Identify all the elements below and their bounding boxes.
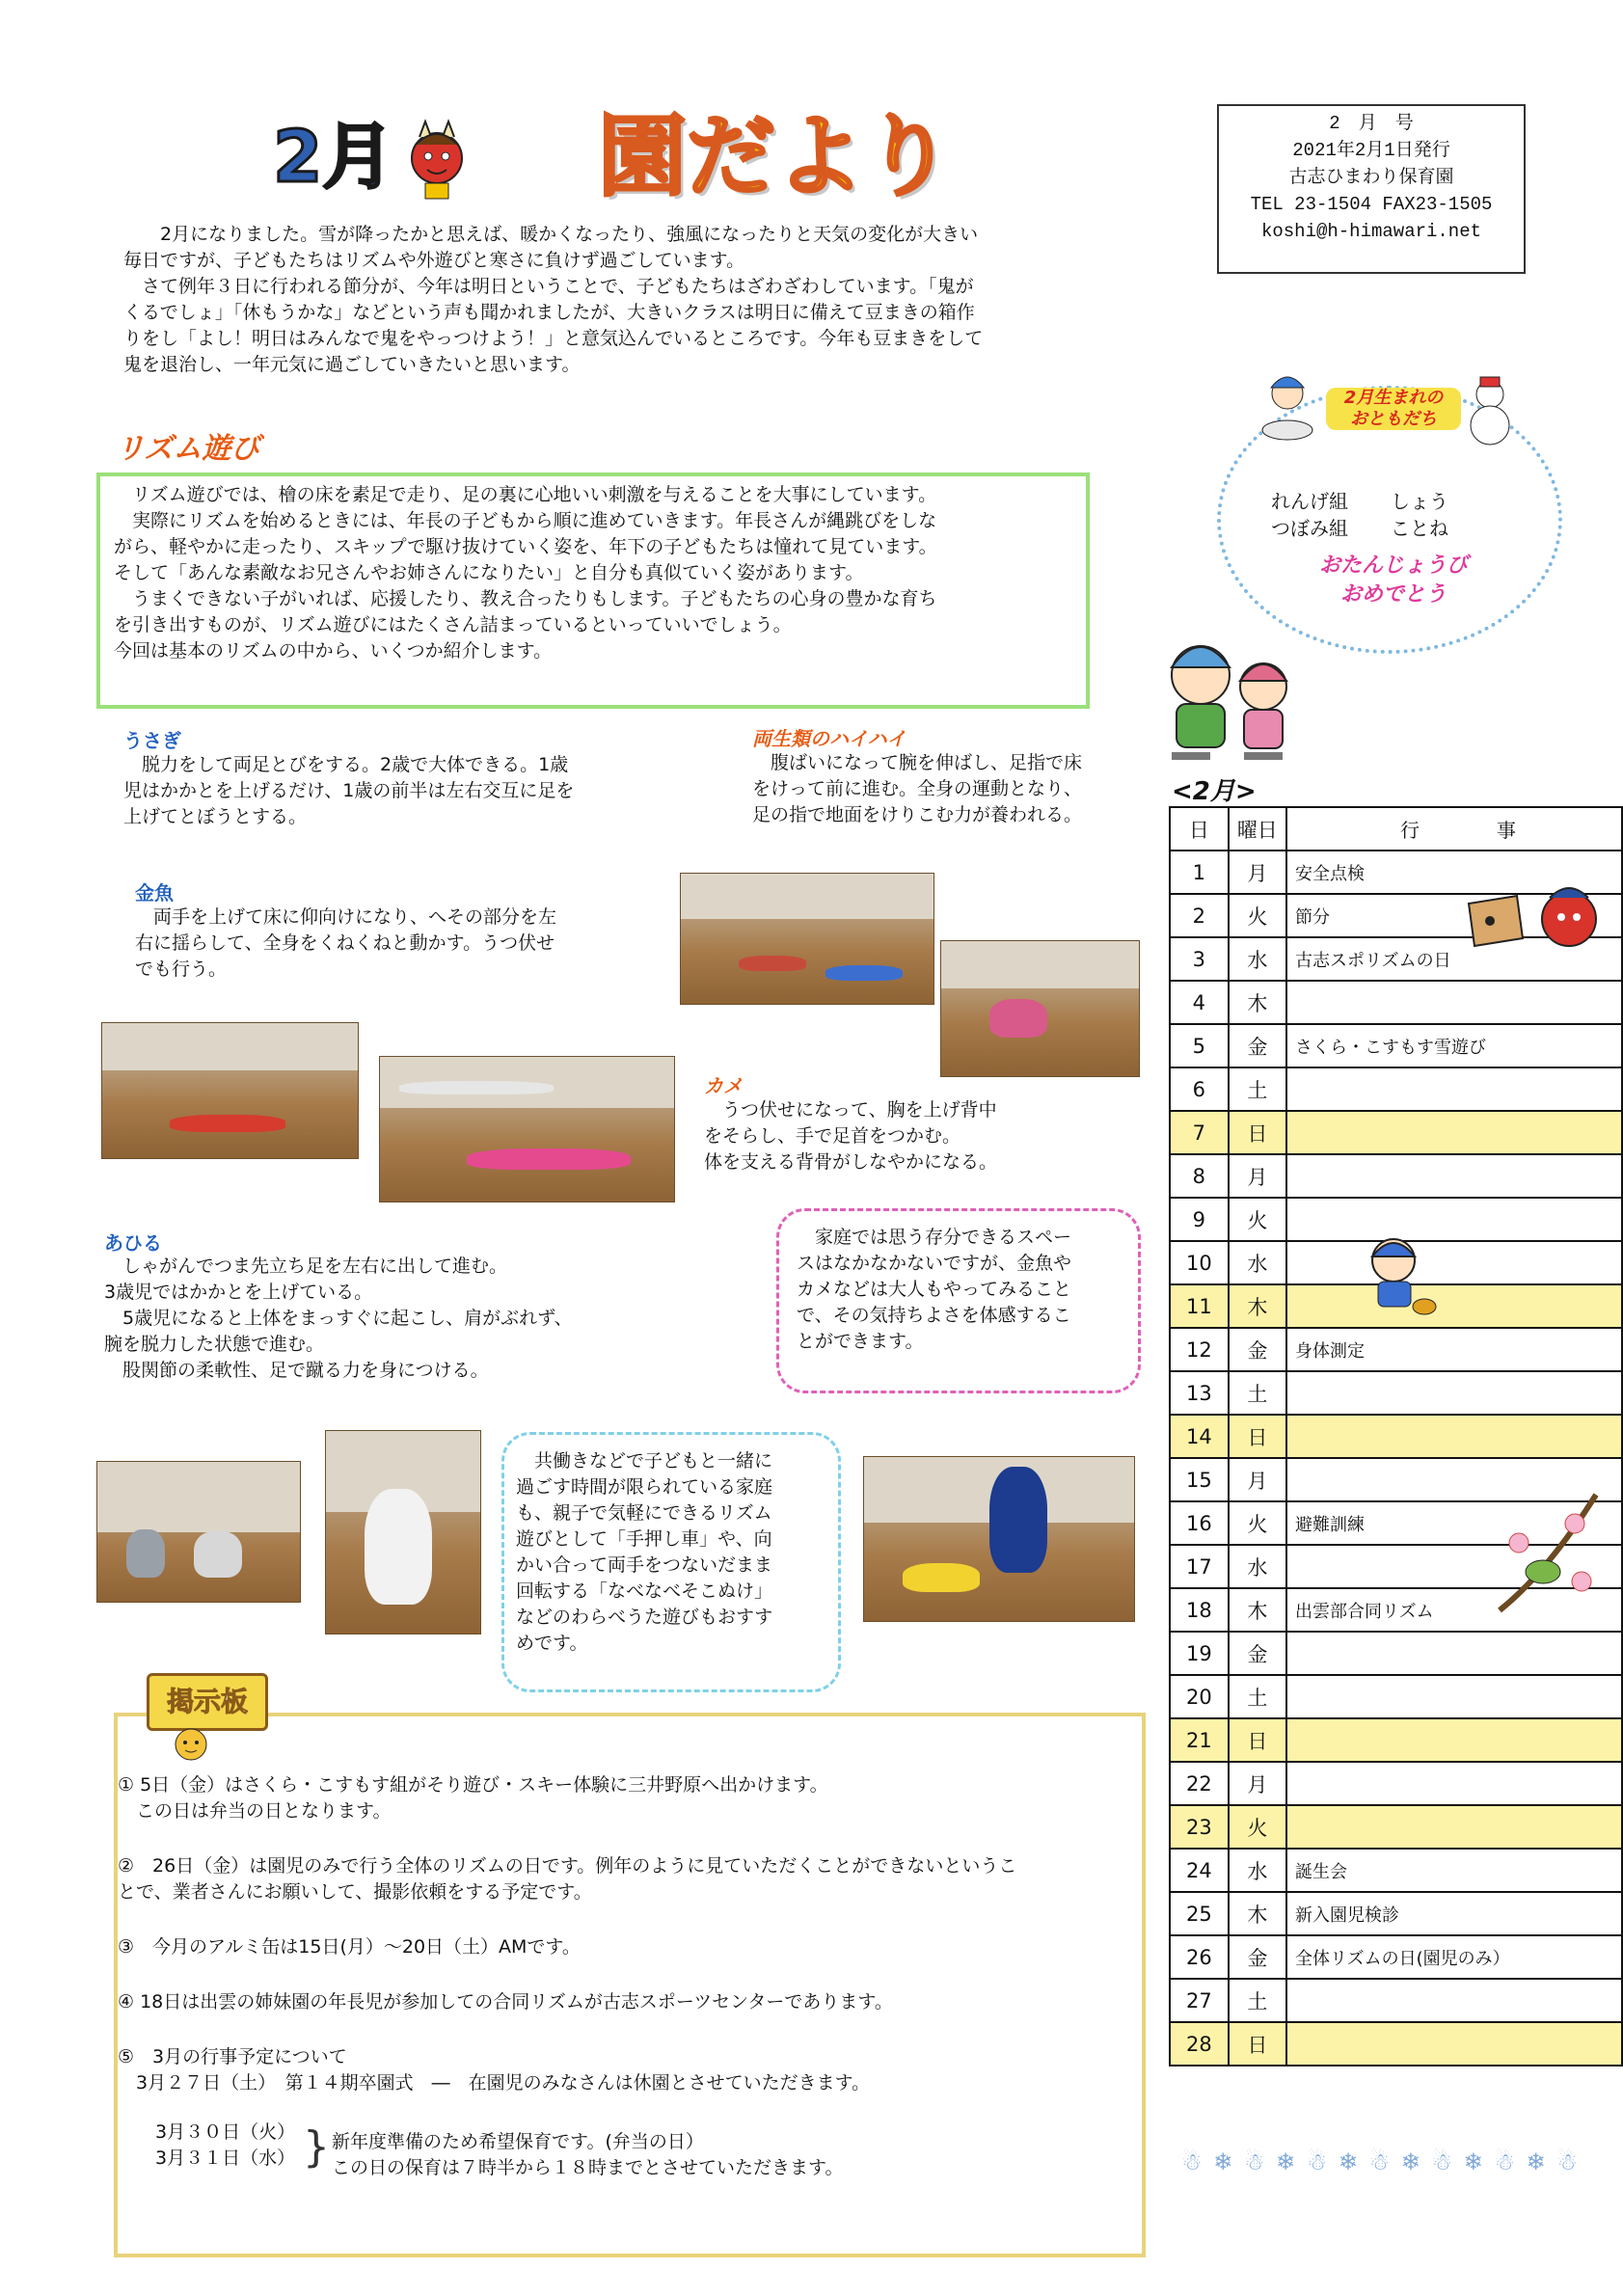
usagi-line: 上げてとぼうとする。 (123, 806, 308, 827)
rhythm-intro-line: 今回は基本のリズムの中から、いくつか紹介します。 (114, 640, 553, 662)
kame-text (704, 1097, 1148, 1175)
calendar-event (1286, 1284, 1622, 1328)
notice-item: 3月３１日（水） (137, 2147, 296, 2169)
home-tip-line: で、その気持ちよさを体感するこ (797, 1305, 1071, 1326)
calendar-event: 身体測定 (1286, 1328, 1622, 1371)
calendar-weekday: 月 (1229, 851, 1286, 894)
calendar-day: 9 (1170, 1198, 1229, 1241)
home-tip-line: スはなかなかないですが、金魚や (797, 1253, 1072, 1274)
working-family-line: めです。 (516, 1633, 588, 1654)
spinning-top-kid-icon (1355, 1229, 1442, 1326)
snowman-border-decoration: ☃ ❄ ☃ ❄ ☃ ❄ ☃ ❄ ☃ ❄ ☃ ❄ ☃ (1181, 2148, 1580, 2175)
calendar-heading: <2月> (1172, 777, 1257, 806)
photo-wheelbarrow (863, 1456, 1135, 1622)
page-title-text: 園だより (598, 105, 954, 208)
rhythm-intro-line: うまくできない子がいれば、応援したり、教え合ったりもします。子どもたちの心身の豊かな育ち (114, 588, 937, 609)
calendar-weekday: 金 (1229, 1935, 1286, 1979)
calendar-day: 20 (1170, 1675, 1229, 1718)
calendar-day: 22 (1170, 1762, 1229, 1805)
rhythm-intro-line: がら、軽やかに走ったり、スキップで駆け抜けていく姿を、年下の子どもたちは憧れて見ています。 (114, 536, 937, 557)
calendar-weekday: 木 (1229, 1892, 1286, 1935)
hai-line: をけって前に進む。全身の運動となり、 (752, 778, 1083, 799)
calendar-weekday: 金 (1229, 1328, 1286, 1371)
calendar-event: 古志スポリズムの日 (1286, 937, 1622, 981)
calendar-day: 21 (1170, 1718, 1229, 1762)
calendar-weekday: 木 (1229, 1284, 1286, 1328)
kingyo-line: 右に揺らして、全身をくねくねと動かす。うつ伏せ (135, 932, 555, 954)
working-family-line: 遊びとして「手押し車」や、向 (516, 1528, 772, 1550)
birthday-title-line: 2月生まれの (1343, 388, 1444, 408)
org-phone: TEL 23-1504 FAX23-1505 (1250, 194, 1493, 215)
hai-line: 足の指で地面をけりこむ力が養われる。 (752, 804, 1083, 825)
calendar-event: 避難訓練 (1286, 1501, 1622, 1545)
working-family-line: 回転する「なべなべそこぬけ」 (516, 1580, 773, 1602)
notice-item: 3月３０日（火） (137, 2121, 296, 2143)
calendar-event (1286, 1198, 1622, 1241)
calendar-day: 28 (1170, 2022, 1229, 2066)
birthday-class: つぼみ組 (1271, 517, 1348, 540)
calendar-day: 17 (1170, 1545, 1229, 1588)
calendar-weekday: 金 (1229, 1024, 1286, 1067)
intro-line: 2月になりました。雪が降ったかと思えば、暖かくなったり、強風になったりと天気の変化が大きい (123, 224, 979, 245)
working-family-line: 共働きなどで子どもと一緒に (516, 1450, 773, 1472)
snowman-icon (1461, 371, 1519, 448)
notice-content: ① 5日（金）はさくら・こすもす組がそり遊び・スキー体験に三井野原へ出かけます。 この日は弁当の日となります。 ② 26日（金）は園児のみで行う全体のリズムの日です。例年のように見ていただくことができないというこ とで、業者さんにお願いして、撮影依頼をする予定です。 ③ 今月のアルミ缶は15日(月）～20日（土）AMです。 ④ 18日は出雲の姉妹園の年長児が参加しての合同リズムが古志スポーツセンターであります。 ⑤ 3月の行事予定について 3月２７日（土） 第１４期卒園式 ― 在園児のみなさんは休園とさせていただきます。 3月３０日（火） 3月３１日（水） } 新年度準備のため希望保育です。(弁当の日） この日の保育は７時半から１８時までとさせていただきます。 (118, 1772, 1130, 2177)
calendar-event: 全体リズムの日(園児のみ） (1286, 1935, 1622, 1979)
hai-title: 両生類のハイハイ (752, 727, 906, 750)
calendar-weekday: 土 (1229, 1371, 1286, 1415)
calendar-day: 11 (1170, 1284, 1229, 1328)
calendar-weekday: 月 (1229, 1762, 1286, 1805)
calendar-weekday: 土 (1229, 1067, 1286, 1111)
org-name: 古志ひまわり保育園 (1288, 167, 1454, 188)
notice-item: とで、業者さんにお願いして、撮影依頼をする予定です。 (118, 1881, 592, 1903)
calendar-weekday: 水 (1229, 937, 1286, 981)
kingyo-title: 金魚 (135, 881, 174, 905)
working-family-line: かい合って両手をつないだまま (516, 1554, 773, 1576)
col-weekday-header: 曜日 (1229, 807, 1286, 851)
rhythm-intro-line: リズム遊びでは、檜の床を素足で走り、足の裏に心地いい刺激を与えることを大事にしています。 (114, 484, 937, 505)
month-logo-text: 2月 (273, 116, 394, 199)
calendar-row (1170, 1805, 1622, 1849)
page-title (598, 104, 955, 210)
birthday-wish-line: おたんじょうび (1318, 554, 1468, 578)
calendar-header-row (1170, 807, 1622, 851)
notice-item: この日の保育は７時半から１８時までとさせていただきます。 (332, 2157, 844, 2178)
home-tip-line: 家庭では思う存分できるスペー (797, 1227, 1072, 1248)
org-email: koshi@h-himawari.net (1260, 221, 1482, 242)
notice-item: ⑤ 3月の行事予定について (118, 2046, 347, 2067)
mascot-icon (164, 1721, 218, 1771)
calendar-event (1286, 1632, 1622, 1675)
rhythm-intro-box (96, 473, 1090, 709)
calendar-day: 13 (1170, 1371, 1229, 1415)
ahiru-title: あひる (104, 1231, 162, 1255)
calendar-weekday: 月 (1229, 1458, 1286, 1501)
calendar-weekday: 火 (1229, 1805, 1286, 1849)
calendar-event: 出雲部合同リズム (1286, 1588, 1622, 1632)
calendar-day: 27 (1170, 1979, 1229, 2022)
rhythm-heading: リズム遊び (116, 432, 260, 466)
event-calendar (1169, 806, 1623, 2066)
calendar-row (1170, 1979, 1622, 2022)
photo-kingyo-1 (680, 873, 934, 1005)
issue-info-box (1217, 104, 1526, 274)
calendar-weekday: 月 (1229, 1154, 1286, 1198)
calendar-row (1170, 1154, 1622, 1198)
calendar-weekday: 土 (1229, 1979, 1286, 2022)
ahiru-text (104, 1254, 683, 1384)
calendar-event (1286, 1805, 1622, 1849)
calendar-day: 16 (1170, 1501, 1229, 1545)
calendar-event: 新入園児検診 (1286, 1892, 1622, 1935)
home-tip-line: とができます。 (797, 1331, 924, 1352)
notice-item: 3月２７日（土） 第１４期卒園式 ― 在園児のみなさんは休園とさせていただきます。 (118, 2072, 871, 2093)
calendar-event (1286, 1718, 1622, 1762)
calendar-event (1286, 1154, 1622, 1198)
ahiru-line: 3歳児ではかかとを上げている。 (104, 1282, 373, 1303)
ahiru-line: 腕を脱力した状態で進む。 (104, 1334, 325, 1355)
plum-branch-bird-icon (1490, 1485, 1606, 1620)
calendar-row (1170, 1675, 1622, 1718)
usagi-line: 児はかかとを上げるだけ、1歳の前半は左右交互に足を (123, 780, 575, 801)
calendar-weekday: 日 (1229, 1415, 1286, 1458)
calendar-event (1286, 1111, 1622, 1154)
photo-ahiru-1 (96, 1461, 301, 1603)
calendar-row (1170, 1111, 1622, 1154)
usagi-title: うさぎ (123, 729, 181, 752)
photo-usagi-1 (101, 1022, 359, 1159)
ahiru-line: 股関節の柔軟性、足で蹴る力を身につける。 (104, 1360, 489, 1381)
calendar-row (1170, 1632, 1622, 1675)
ahiru-line: 5歳児になると上体をまっすぐに起こし、肩がぶれず、 (104, 1308, 573, 1329)
calendar-day: 6 (1170, 1067, 1229, 1111)
calendar-event (1286, 1762, 1622, 1805)
calendar-day: 26 (1170, 1935, 1229, 1979)
calendar-day: 25 (1170, 1892, 1229, 1935)
calendar-row (1170, 1371, 1622, 1415)
hai-line: 腹ばいになって腕を伸ばし、足指で床 (752, 752, 1083, 773)
calendar-row (1170, 1892, 1622, 1935)
working-family-line: も、親子で気軽にできるリズム (516, 1502, 772, 1524)
notice-item: ① 5日（金）はさくら・こすもす組がそり遊び・スキー体験に三井野原へ出かけます。 (118, 1774, 828, 1796)
calendar-weekday: 土 (1229, 1675, 1286, 1718)
notice-board-label-text: 掲示板 (166, 1686, 248, 1717)
calendar-event: 安全点検 (1286, 851, 1622, 894)
calendar-event (1286, 1371, 1622, 1415)
month-logo (273, 114, 398, 201)
calendar-weekday: 日 (1229, 1718, 1286, 1762)
kame-title: カメ (704, 1074, 743, 1097)
snow-kid-icon (1254, 366, 1321, 444)
calendar-day: 14 (1170, 1415, 1229, 1458)
issue-number: 2 月 号 (1329, 113, 1414, 134)
calendar-day: 12 (1170, 1328, 1229, 1371)
calendar-day: 1 (1170, 851, 1229, 894)
calendar-row (1170, 1762, 1622, 1805)
calendar-weekday: 日 (1229, 2022, 1286, 2066)
calendar-row (1170, 1718, 1622, 1762)
notice-item: この日は弁当の日となります。 (118, 1800, 392, 1822)
birthday-wish-line: おめでとう (1339, 582, 1447, 607)
intro-line: くるでしょ」「休もうかな」などという声も聞かれましたが、大きいクラスは明日に備えて豆まきの箱作 (123, 302, 975, 323)
calendar-row (1170, 1415, 1622, 1458)
calendar-weekday: 日 (1229, 1111, 1286, 1154)
calendar-event (1286, 1979, 1622, 2022)
calendar-weekday: 木 (1229, 981, 1286, 1024)
calendar-day: 24 (1170, 1849, 1229, 1892)
notice-item: ④ 18日は出雲の姉妹園の年長児が参加しての合同リズムが古志スポーツセンターであります。 (118, 1991, 893, 2012)
photo-kingyo-2 (940, 940, 1140, 1077)
intro-line: りをし「よし！明日はみんなで鬼をやっつけよう！」と意気込んでいるところです。今年も豆まきをして (123, 328, 984, 349)
birthday-title (1326, 388, 1461, 430)
calendar-day: 5 (1170, 1024, 1229, 1067)
bean-box-icon (1461, 882, 1606, 955)
kame-line: うつ伏せになって、胸を上げ背中 (704, 1099, 997, 1121)
birthday-title-line: おともだち (1350, 409, 1437, 429)
intro-line: 鬼を退治し、一年元気に過ごしていきたいと思います。 (123, 354, 581, 375)
ahiru-line: しゃがんでつま先立ち足を左右に出して進む。 (104, 1256, 508, 1277)
rhythm-intro-line: を引き出すものが、リズム遊びにはたくさん詰まっているといっていいでしょう。 (114, 614, 792, 635)
calendar-day: 4 (1170, 981, 1229, 1024)
oni-demon-icon (398, 118, 475, 204)
rhythm-intro-line: そして「あんな素敵なお兄さんやお姉さんになりたい」と自分も真似ていく姿があります。 (114, 562, 864, 583)
calendar-day: 7 (1170, 1111, 1229, 1154)
calendar-row (1170, 2022, 1622, 2066)
calendar-event: さくら・こすもす雪遊び (1286, 1024, 1622, 1067)
calendar-row (1170, 1067, 1622, 1111)
birthday-list (1271, 488, 1448, 542)
calendar-weekday: 水 (1229, 1849, 1286, 1892)
calendar-weekday: 火 (1229, 894, 1286, 937)
working-family-bubble (501, 1432, 841, 1692)
notice-item: 新年度準備のため希望保育です。(弁当の日） (332, 2131, 704, 2152)
birthday-wish (1307, 552, 1480, 609)
calendar-event: 誕生会 (1286, 1849, 1622, 1892)
birthday-child: ことね (1391, 517, 1448, 540)
kingyo-text (135, 905, 656, 983)
photo-ahiru-2 (325, 1430, 481, 1634)
calendar-day: 10 (1170, 1241, 1229, 1284)
calendar-day: 8 (1170, 1154, 1229, 1198)
calendar-weekday: 金 (1229, 1632, 1286, 1675)
calendar-event (1286, 1415, 1622, 1458)
notice-item: ③ 今月のアルミ缶は15日(月）～20日（土）AMです。 (118, 1936, 581, 1958)
col-event-header: 行 事 (1286, 807, 1622, 851)
kame-line: 体を支える背骨がしなやかになる。 (704, 1151, 998, 1173)
kame-line: をそらし、手で足首をつかむ。 (704, 1125, 961, 1147)
calendar-row (1170, 981, 1622, 1024)
kingyo-line: でも行う。 (135, 959, 228, 980)
winter-kids-illustration (1148, 627, 1312, 771)
calendar-weekday: 木 (1229, 1588, 1286, 1632)
intro-line: 毎日ですが、子どもたちはリズムや外遊びと寒さに負けず過ごしています。 (123, 250, 745, 271)
calendar-event (1286, 1675, 1622, 1718)
calendar-event (1286, 1241, 1622, 1284)
issue-date: 2021年2月1日発行 (1292, 140, 1450, 161)
working-family-line: 過ごす時間が限られている家庭 (516, 1476, 773, 1498)
calendar-weekday: 水 (1229, 1545, 1286, 1588)
hai-text (752, 750, 1157, 828)
home-tip-line: カメなどは大人もやってみること (797, 1279, 1072, 1300)
photo-kame-1 (379, 1056, 675, 1202)
notice-item: ② 26日（金）は園児のみで行う全体のリズムの日です。例年のように見ていただくことができないというこ (118, 1855, 1017, 1877)
birthday-child: しょう (1391, 490, 1448, 513)
usagi-text (123, 752, 663, 830)
calendar-row (1170, 1935, 1622, 1979)
rhythm-intro-line: 実際にリズムを始めるときには、年長の子どもから順に進めていきます。年長さんが縄跳びをしな (114, 510, 937, 531)
kingyo-line: 両手を上げて床に仰向けになり、へその部分を左 (135, 906, 557, 928)
calendar-row (1170, 1849, 1622, 1892)
calendar-day: 19 (1170, 1632, 1229, 1675)
calendar-day: 18 (1170, 1588, 1229, 1632)
col-day-header: 日 (1170, 807, 1229, 851)
usagi-line: 脱力をして両足とびをする。2歳で大体できる。1歳 (123, 754, 569, 775)
calendar-day: 23 (1170, 1805, 1229, 1849)
calendar-day: 2 (1170, 894, 1229, 937)
birthday-class: れんげ組 (1271, 490, 1348, 513)
calendar-row (1170, 1328, 1622, 1371)
calendar-event: 節分 (1286, 894, 1622, 937)
calendar-weekday: 火 (1229, 1501, 1286, 1545)
calendar-day: 15 (1170, 1458, 1229, 1501)
calendar-event (1286, 1067, 1622, 1111)
calendar-weekday: 火 (1229, 1198, 1286, 1241)
calendar-event (1286, 2022, 1622, 2066)
intro-text (123, 222, 1155, 378)
calendar-event (1286, 981, 1622, 1024)
calendar-weekday: 水 (1229, 1241, 1286, 1284)
working-family-line: などのわらべうた遊びもおすす (516, 1607, 773, 1628)
home-tip-bubble (776, 1208, 1141, 1393)
calendar-day: 3 (1170, 937, 1229, 981)
intro-line: さて例年３日に行われる節分が、今年は明日ということで、子どもたちはざわざわしています。「鬼が (123, 276, 974, 297)
calendar-row (1170, 1024, 1622, 1067)
